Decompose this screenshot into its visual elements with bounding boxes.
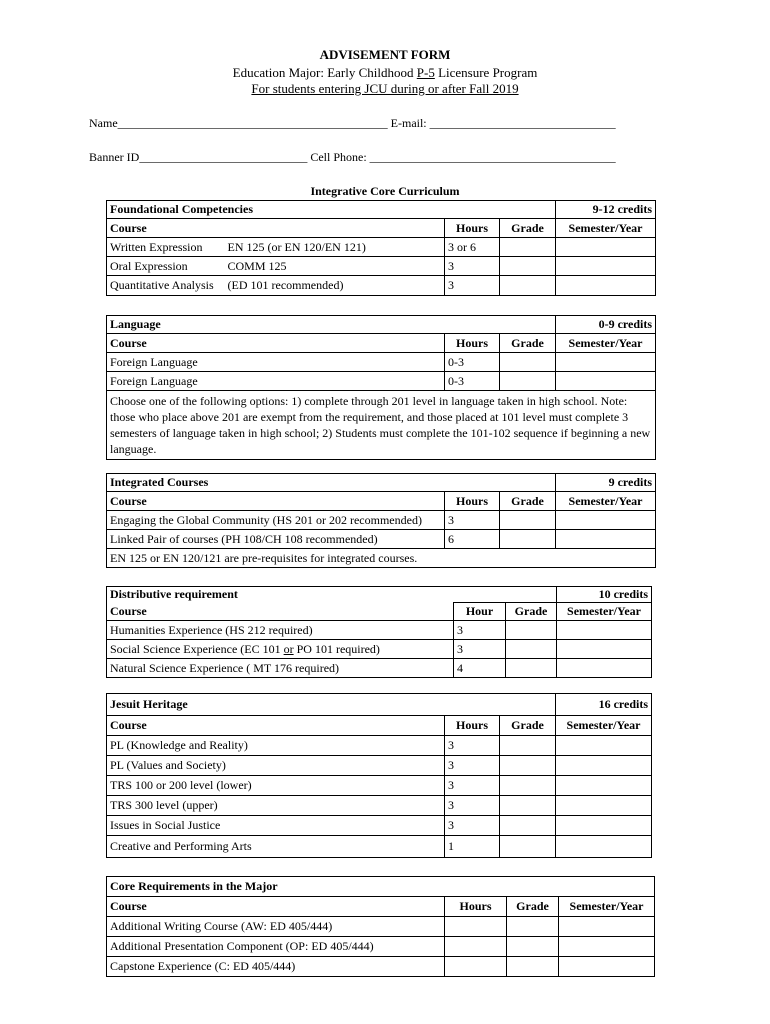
col-grade: Grade (500, 492, 556, 511)
semester-cell[interactable] (556, 238, 656, 257)
table-row (107, 937, 655, 957)
col-grade: Grade (500, 334, 556, 353)
course-hours: 3 (445, 736, 500, 756)
form-subtitle: Education Major: Early Childhood P-5 Licensure Program (232, 65, 538, 80)
language-title: Language (107, 316, 556, 334)
table-row (107, 640, 652, 659)
course-name: Written Expression (107, 238, 225, 257)
language-table (106, 315, 656, 460)
semester-cell[interactable] (559, 917, 655, 937)
banner-phone-field[interactable]: Banner ID____________________________ Cell Phone: _________________________________________ (89, 150, 616, 164)
course-hours: 3 (445, 756, 500, 776)
semester-cell[interactable] (556, 736, 652, 756)
course-name: Creative and Performing Arts (107, 836, 445, 858)
grade-cell[interactable] (500, 796, 556, 816)
col-grade: Grade (500, 716, 556, 736)
table-row (107, 917, 655, 937)
grade-cell[interactable] (500, 238, 556, 257)
course-name: Engaging the Global Community (HS 201 or 202 recommended) (107, 511, 445, 530)
course-name: Foreign Language (107, 353, 445, 372)
major-title: Core Requirements in the Major (107, 877, 655, 897)
semester-cell[interactable] (556, 836, 652, 858)
semester-cell[interactable] (556, 796, 652, 816)
table-row (107, 659, 652, 678)
course-detail: (ED 101 recommended) (225, 276, 445, 296)
foundational-title: Foundational Competencies (107, 201, 556, 219)
col-course: Course (107, 219, 445, 238)
table-row (107, 756, 652, 776)
semester-cell[interactable] (556, 511, 656, 530)
integrated-note: EN 125 or EN 120/121 are pre-requisites for integrated courses. (107, 549, 656, 568)
course-detail: EN 125 (or EN 120/EN 121) (225, 238, 445, 257)
table-row (107, 796, 652, 816)
table-row (107, 238, 656, 257)
table-row (107, 372, 656, 391)
course-name: Linked Pair of courses (PH 108/CH 108 recommended) (107, 530, 445, 549)
form-title: ADVISEMENT FORM (319, 47, 451, 62)
table-row (107, 511, 656, 530)
grade-cell[interactable] (500, 372, 556, 391)
col-hours: Hours (445, 716, 500, 736)
col-semester: Semester/Year (556, 334, 656, 353)
name-email-field[interactable]: Name_____________________________________________ E-mail: _______________________________ (89, 116, 616, 130)
core-title: Integrative Core Curriculum (310, 184, 460, 198)
course-name: PL (Values and Society) (107, 756, 445, 776)
language-credits: 0-9 credits (556, 316, 656, 334)
grade-cell[interactable] (507, 937, 559, 957)
grade-cell[interactable] (500, 511, 556, 530)
course-name: Capstone Experience (C: ED 405/444) (107, 957, 445, 977)
table-row (107, 530, 656, 549)
col-course: Course (107, 603, 454, 621)
course-name: Social Science Experience (EC 101 or PO 101 required) (107, 640, 454, 659)
grade-cell[interactable] (506, 659, 557, 678)
col-hours: Hours (445, 334, 500, 353)
table-row (107, 276, 656, 296)
table-row (107, 257, 656, 276)
grade-cell[interactable] (500, 257, 556, 276)
hours-cell[interactable] (445, 917, 507, 937)
grade-cell[interactable] (500, 530, 556, 549)
course-name: Issues in Social Justice (107, 816, 445, 836)
course-hours: 6 (445, 530, 500, 549)
course-detail: COMM 125 (225, 257, 445, 276)
col-semester: Semester/Year (556, 219, 656, 238)
course-name: Oral Expression (107, 257, 225, 276)
col-hours: Hours (445, 897, 507, 917)
distributive-credits: 10 credits (557, 587, 652, 603)
language-note: Choose one of the following options: 1) complete through 201 level in language taken in high school. Note: those who place above 201 are exempt from the requirement, and those placed at 101 level must complete 3 semesters of language taken in high school; 2) Students must complete the 101-102 sequence if beginning a new language. (107, 391, 656, 460)
course-hours: 3 (445, 257, 500, 276)
jesuit-credits: 16 credits (556, 694, 652, 716)
col-semester: Semester/Year (556, 492, 656, 511)
course-hours: 3 (445, 276, 500, 296)
table-row (107, 353, 656, 372)
grade-cell[interactable] (500, 776, 556, 796)
course-name: Humanities Experience (HS 212 required) (107, 621, 454, 640)
course-hours: 4 (454, 659, 506, 678)
jesuit-title: Jesuit Heritage (107, 694, 556, 716)
col-grade: Grade (506, 603, 557, 621)
table-row (107, 957, 655, 977)
col-course: Course (107, 334, 445, 353)
semester-cell[interactable] (559, 937, 655, 957)
col-semester: Semester/Year (556, 716, 652, 736)
integrated-credits: 9 credits (556, 474, 656, 492)
hours-cell[interactable] (445, 937, 507, 957)
major-table (106, 876, 655, 977)
table-row (107, 816, 652, 836)
distributive-title: Distributive requirement (107, 587, 557, 603)
course-hours: 3 (445, 776, 500, 796)
course-name: PL (Knowledge and Reality) (107, 736, 445, 756)
course-hours: 3 (445, 511, 500, 530)
grade-cell[interactable] (506, 621, 557, 640)
semester-cell[interactable] (556, 816, 652, 836)
col-course: Course (107, 716, 445, 736)
grade-cell[interactable] (506, 640, 557, 659)
course-hours: 1 (445, 836, 500, 858)
grade-cell[interactable] (500, 756, 556, 776)
course-hours: 3 (454, 621, 506, 640)
course-hours: 3 (445, 816, 500, 836)
semester-cell[interactable] (556, 276, 656, 296)
semester-cell[interactable] (556, 776, 652, 796)
course-hours: 3 (454, 640, 506, 659)
hours-cell[interactable] (445, 957, 507, 977)
course-name: Natural Science Experience ( MT 176 required) (107, 659, 454, 678)
col-hours: Hour (454, 603, 506, 621)
course-name: TRS 300 level (upper) (107, 796, 445, 816)
course-name: Additional Writing Course (AW: ED 405/444) (107, 917, 445, 937)
col-hours: Hours (445, 219, 500, 238)
jesuit-table (106, 693, 652, 858)
grade-cell[interactable] (500, 836, 556, 858)
integrated-table (106, 473, 656, 568)
col-semester: Semester/Year (557, 603, 652, 621)
semester-cell[interactable] (557, 640, 652, 659)
grade-cell[interactable] (500, 736, 556, 756)
semester-cell[interactable] (556, 530, 656, 549)
form-subtitle-2: For students entering JCU during or after Fall 2019 (251, 81, 519, 96)
col-grade: Grade (500, 219, 556, 238)
grade-cell[interactable] (500, 276, 556, 296)
col-hours: Hours (445, 492, 500, 511)
table-row (107, 776, 652, 796)
grade-cell[interactable] (500, 816, 556, 836)
grade-cell[interactable] (500, 353, 556, 372)
foundational-credits: 9-12 credits (556, 201, 656, 219)
course-name: Quantitative Analysis (107, 276, 225, 296)
table-row (107, 621, 652, 640)
semester-cell[interactable] (559, 957, 655, 977)
course-name: Additional Presentation Component (OP: ED 405/444) (107, 937, 445, 957)
course-hours: 0-3 (445, 353, 500, 372)
foundational-table (106, 200, 656, 296)
distributive-table (106, 586, 652, 678)
course-name: TRS 100 or 200 level (lower) (107, 776, 445, 796)
course-name: Foreign Language (107, 372, 445, 391)
grade-cell[interactable] (507, 917, 559, 937)
col-course: Course (107, 492, 445, 511)
semester-cell[interactable] (556, 756, 652, 776)
semester-cell[interactable] (557, 621, 652, 640)
col-course: Course (107, 897, 445, 917)
semester-cell[interactable] (557, 659, 652, 678)
integrated-title: Integrated Courses (107, 474, 556, 492)
col-grade: Grade (507, 897, 559, 917)
grade-cell[interactable] (507, 957, 559, 977)
course-hours: 3 or 6 (445, 238, 500, 257)
semester-cell[interactable] (556, 353, 656, 372)
course-hours: 0-3 (445, 372, 500, 391)
course-hours: 3 (445, 796, 500, 816)
col-semester: Semester/Year (559, 897, 655, 917)
table-row (107, 736, 652, 756)
semester-cell[interactable] (556, 257, 656, 276)
semester-cell[interactable] (556, 372, 656, 391)
table-row (107, 836, 652, 858)
